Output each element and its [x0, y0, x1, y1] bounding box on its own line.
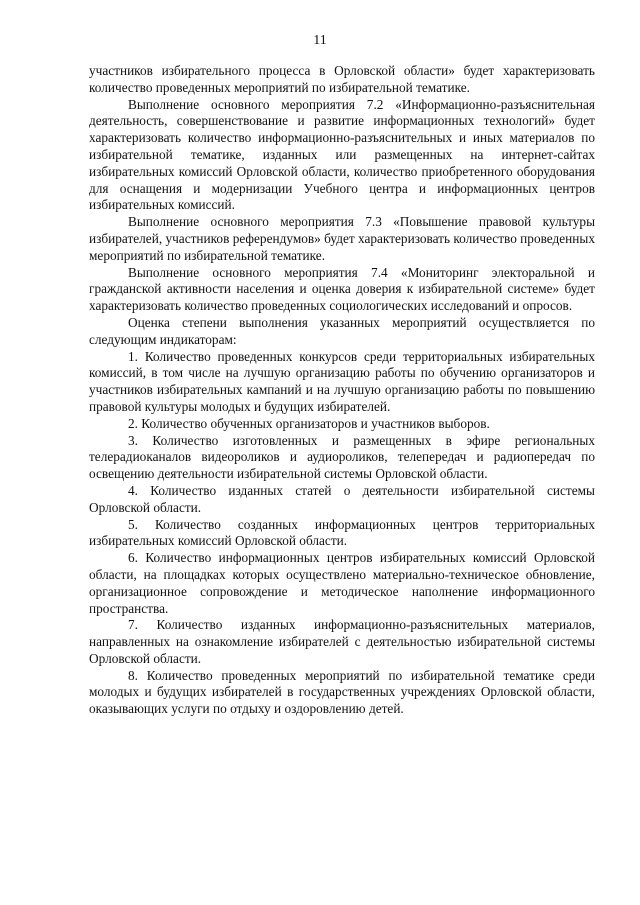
indicator-item-1: 1. Количество проведенных конкурсов среди территориальных избирательных комиссий, в том числе на лучшую организацию работы по обучению организаторов и участников избирательных кампаний и на лучшую организацию работы по повышению правовой культуры молодых и будущих избирателей. [89, 348, 595, 414]
paragraph-measure-7-4: Выполнение основного мероприятия 7.4 «Мониторинг электоральной и гражданской активности населения и оценка доверия к избирательной системе» будет характеризовать количество проведенных социологических исследований и опросов. [89, 264, 595, 314]
paragraph-measure-7-2: Выполнение основного мероприятия 7.2 «Информационно-разъяснительная деятельность, совершенствование и развитие информационных технологий» будет характеризовать количество информационно-разъяснительных и иных материалов по избирательной тематике, изданных или размещенных на интернет-сайтах избирательных комиссий Орловской области, количество приобретенного оборудования для оснащения и модернизации Учебного центра и информационных центров избирательных комиссий. [89, 96, 595, 213]
indicator-item-4: 4. Количество изданных статей о деятельности избирательной системы Орловской области. [89, 482, 595, 515]
document-body [89, 63, 595, 718]
indicator-item-6: 6. Количество информационных центров избирательных комиссий Орловской области, на площадках которых осуществлено материально-техническое обновление, организационное сопровождение и методическое наполнение информационного пространства. [89, 550, 595, 616]
indicator-item-7: 7. Количество изданных информационно-разъяснительных материалов, направленных на ознакомление избирателей с деятельностью избирательной системы Орловской области. [89, 617, 595, 666]
indicator-item-5: 5. Количество созданных информационных центров территориальных избирательных комиссий Орловской области. [89, 516, 595, 549]
paragraph-continuation: участников избирательного процесса в Орловской области» будет характеризовать количество проведенных мероприятий по избирательной тематике. [89, 63, 595, 95]
paragraph-measure-7-3: Выполнение основного мероприятия 7.3 «Повышение правовой культуры избирателей, участников референдумов» будет характеризовать количество проведенных мероприятий по избирательной тематике. [89, 214, 596, 263]
indicator-item-2: 2. Количество обученных организаторов и участников выборов. [128, 415, 490, 431]
indicator-item-3: 3. Количество изготовленных и размещенных в эфире региональных телерадиоканалов видеороликов и аудиороликов, телепередач и радиопередач по освещению деятельности избирательной системы Орловской области. [89, 432, 595, 482]
paragraph-indicators-intro: Оценка степени выполнения указанных мероприятий осуществляется по следующим индикаторам: [89, 314, 595, 347]
indicator-item-8: 8. Количество проведенных мероприятий по избирательной тематике среди молодых и будущих избирателей в государственных учреждениях Орловской области, оказывающих услуги по отдыху и оздоровлению детей. [89, 667, 595, 717]
page-number: 11 [313, 33, 327, 48]
